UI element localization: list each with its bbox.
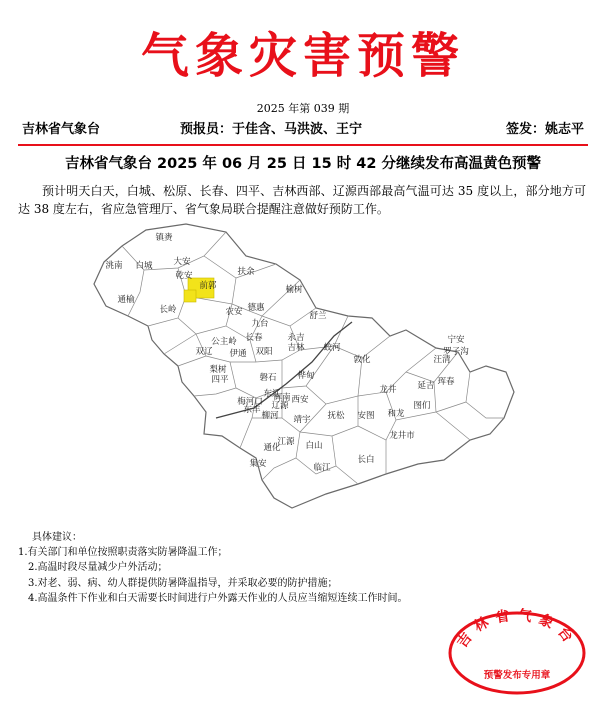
map-label-12: 舒兰 — [309, 311, 327, 321]
map-label-17: 永吉 — [287, 333, 305, 343]
map-label-23: 梨树 — [209, 365, 227, 375]
map-label-27: 梅河口 — [237, 397, 263, 407]
map-label-8: 前郭 — [199, 281, 217, 291]
divider-line — [18, 144, 588, 146]
map-label-36: 白山 — [305, 441, 323, 451]
map-label-41: 长白 — [357, 455, 375, 465]
map-label-31: 东辽 — [263, 389, 281, 399]
jilin-province-map — [86, 222, 518, 512]
advice-item: 2.高温时段尽量减少户外活动； — [28, 562, 168, 574]
map-label-20: 敦化 — [353, 355, 371, 365]
issue-number: 2025 年第 039 期 — [256, 102, 350, 115]
map-label-42: 和龙 — [387, 409, 405, 419]
map-label-34: 通化 — [263, 443, 281, 453]
map-label-38: 抚松 — [327, 411, 345, 421]
map-label-24: 四平 — [211, 375, 229, 385]
map-label-40: 江源 — [277, 437, 295, 447]
map-label-3: 大安 — [173, 257, 191, 267]
warning-body: 预计明天白天，白城、松原、长春、四平、吉林西部、辽源西部最高气温可达 35 度以上，部分地方可达 38 度左右，省应急管理厅、省气象局联合提醒注意做好预防工作。 — [18, 184, 586, 216]
map-label-47: 珲春 — [437, 377, 455, 387]
official-seal — [446, 608, 588, 696]
map-label-11: 德惠 — [247, 303, 265, 313]
map-label-6: 扶余 — [237, 267, 255, 277]
map-label-28: 柳河 — [261, 411, 279, 421]
map-label-18: 吉林 — [287, 343, 305, 353]
map-label-10: 农安 — [225, 307, 243, 317]
forecasters: 预报员：于佳含、马洪波、王宁 — [180, 122, 363, 137]
issuing-organization: 吉林省气象台 — [22, 122, 101, 137]
map-label-25: 磐石 — [259, 373, 277, 383]
map-label-44: 龙井 — [379, 385, 397, 395]
page-title: 气象灾害预警 — [140, 28, 465, 84]
map-label-16: 双阳 — [255, 347, 273, 357]
map-label-5: 通榆 — [117, 295, 135, 305]
map-label-43: 安图 — [357, 411, 375, 421]
map-label-14: 长春 — [245, 333, 263, 343]
warning-headline: 吉林省气象台 2025 年 06 月 25 日 15 时 42 分继续发布高温黄色预警 — [64, 156, 542, 172]
map-label-46: 图们 — [413, 401, 431, 411]
map-label-32: 辽源 — [271, 401, 289, 411]
seal-bottom-text: 预警发布专用章 — [483, 670, 551, 681]
map-label-1: 洮南 — [105, 261, 123, 271]
meta-row — [22, 118, 584, 136]
map-label-19: 蛟河 — [323, 343, 341, 353]
map-label-48: 汪清 — [433, 355, 451, 365]
province-outline — [94, 224, 514, 508]
advice-section — [18, 530, 578, 606]
map-label-21: 伊通 — [229, 349, 247, 359]
map-label-33: 西安 — [291, 395, 309, 405]
advice-list — [18, 545, 578, 606]
signoff: 签发：姚志平 — [505, 122, 584, 137]
advice-item: 4.高温条件下作业和白天需要长时间进行户外露天作业的人员应当缩短连续工作时间。 — [28, 592, 408, 604]
map-label-50: 宁安 — [447, 335, 465, 345]
advice-item: 3.对老、弱、病、幼人群提供防暑降温指导，并采取必要的防护措施； — [28, 577, 338, 589]
map-label-4: 乾安 — [175, 271, 193, 281]
map-label-9: 榆树 — [285, 285, 303, 295]
map-label-30: 东丰 — [243, 405, 261, 415]
map-label-35: 集安 — [249, 459, 267, 469]
map-label-49: 罗子沟 — [443, 347, 469, 357]
advice-item: 1.有关部门和单位按照职责落实防暑降温工作； — [18, 547, 228, 559]
map-label-2: 白城 — [135, 261, 153, 271]
map-label-15: 公主岭 — [211, 337, 237, 347]
map-label-0: 镇赉 — [155, 233, 173, 243]
map-label-7: 长岭 — [159, 305, 177, 315]
map-label-37: 临江 — [313, 463, 331, 473]
warning-area-highlight-2 — [184, 290, 196, 302]
map-label-39: 靖宇 — [293, 415, 311, 425]
map-label-26: 桦甸 — [297, 371, 315, 381]
map-label-51: 龙井市 — [389, 431, 415, 441]
map-label-29: 辉南 — [273, 393, 291, 403]
map-label-22: 双辽 — [195, 347, 213, 357]
seal-top-text: 吉林省气象台 — [454, 608, 580, 651]
map-label-13: 九台 — [251, 319, 269, 329]
map-label-45: 延吉 — [417, 381, 435, 391]
advice-heading: 具体建议： — [32, 532, 82, 543]
